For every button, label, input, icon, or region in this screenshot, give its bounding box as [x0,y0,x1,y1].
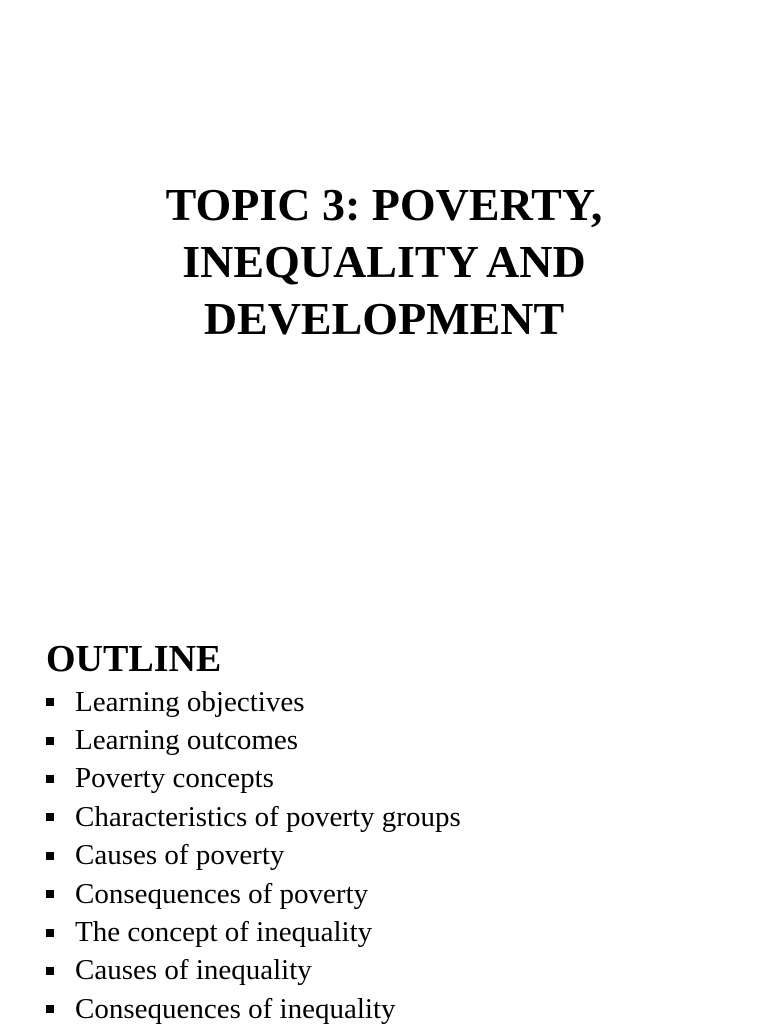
square-bullet-icon [46,698,54,706]
slide-title-line: DEVELOPMENT [203,293,565,344]
slide-title [0,176,768,347]
slide-title-line: INEQUALITY AND [182,236,586,287]
square-bullet-icon [46,929,54,937]
square-bullet-icon [46,737,54,745]
list-item [46,952,461,990]
list-item-label: Characteristics of poverty groups [75,800,461,833]
list-item-label: Causes of poverty [75,839,285,872]
list-item [46,798,461,836]
square-bullet-icon [46,852,54,860]
list-item [46,990,461,1024]
list-item [46,721,461,759]
list-item [46,760,461,798]
outline-list [46,683,461,1024]
square-bullet-icon [46,1005,54,1013]
square-bullet-icon [46,967,54,975]
list-item-label: Causes of inequality [75,954,312,987]
list-item [46,683,461,721]
list-item [46,875,461,913]
outline-heading: OUTLINE [46,638,222,680]
list-item-label: Learning objectives [75,685,305,718]
list-item-label: Consequences of inequality [75,992,396,1024]
list-item-label: Consequences of poverty [75,877,369,910]
list-item-label: Poverty concepts [75,762,274,795]
square-bullet-icon [46,890,54,898]
list-item-label: Learning outcomes [75,724,299,757]
square-bullet-icon [46,775,54,783]
list-item-label: The concept of inequality [75,916,373,949]
list-item [46,913,461,951]
square-bullet-icon [46,813,54,821]
slide-title-line: TOPIC 3: POVERTY, [165,179,603,230]
list-item [46,837,461,875]
